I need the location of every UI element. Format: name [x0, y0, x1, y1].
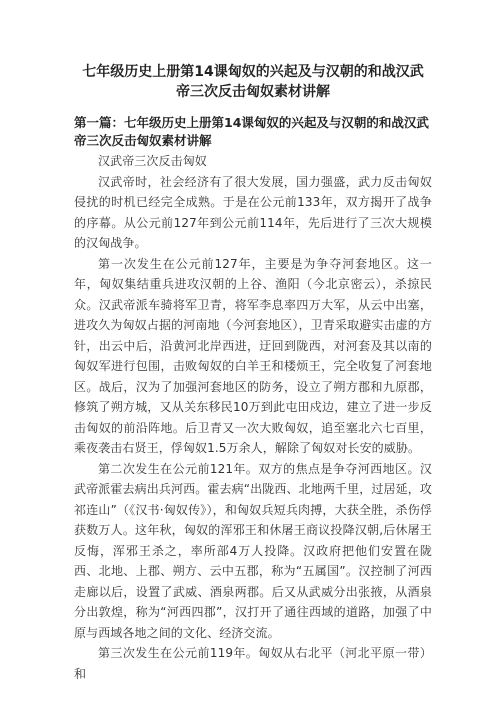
paragraph-2: 第一次发生在公元前127年，主要是为争夺河套地区。这一年，匈奴集结重兵进攻汉朝的上谷、渔阳（今北京密云），杀掠民众。汉武帝派车骑将军卫青，将军李息率四万大军，从云中出塞，进攻久为匈奴占据的河南地（今河套地区），卫青采取避实击虚的方针，出云中后，沿黄河北岸西进，迂回到陇西，对河套及其以南的匈奴军进行包围，击败匈奴的白羊王和楼烦王，完全收复了河套地区。战后，汉为了加强河套地区的防务，设立了朔方郡和九原郡，修筑了朔方城，又从关东移民10万到此屯田戍边，建立了进一步反击匈奴的前沿阵地。后卫青又一次大败匈奴，追至塞北六七百里，乘夜袭击右贤王，俘匈奴1.5万余人，解除了匈奴对长安的威胁。 [74, 256, 432, 455]
subheading: 汉武帝三次反击匈奴 [98, 154, 207, 168]
paragraph-4: 第三次发生在公元前119年。匈奴从右北平（河北平原一带）和 [74, 646, 432, 681]
paragraph-1: 汉武帝时，社会经济有了很大发展，国力强盛，武力反击匈奴侵扰的时机已经完全成熟。于是在公元前133年，双方揭开了战争的序幕。从公元前127年到公元前114年，先后进行了三次大规模的汉匈战争。 [74, 174, 432, 250]
paragraph-3: 第二次发生在公元前121年。双方的焦点是争夺河西地区。汉武帝派霍去病出兵河西。霍去病“出陇西、北地两千里，过居延，攻祁连山”（《汉书·匈奴传》），和匈奴兵短兵肉搏，大获全胜，杀伤俘获数万人。这年秋，匈奴的浑邪王和休屠王商议投降汉朝,后休屠王反悔，浑邪王杀之，率所部4万人投降。汉政府把他们安置在陇西、北地、上郡、朔方、云中五郡，称为“五属国”。汉控制了河西走廊以后，设置了武威、酒泉两郡。后又从武威分出张掖，从酒泉分出敦煌，称为“河西四郡”，汉打开了通往西域的道路，加强了中原与西域各地之间的文化、经济交流。 [74, 461, 432, 640]
section-heading: 第一篇：七年级历史上册第14课匈奴的兴起及与汉朝的和战汉武帝三次反击匈奴素材讲解 [74, 115, 429, 148]
document-title: 七年级历史上册第14课匈奴的兴起及与汉朝的和战汉武帝三次反击匈奴素材讲解 [82, 64, 424, 100]
